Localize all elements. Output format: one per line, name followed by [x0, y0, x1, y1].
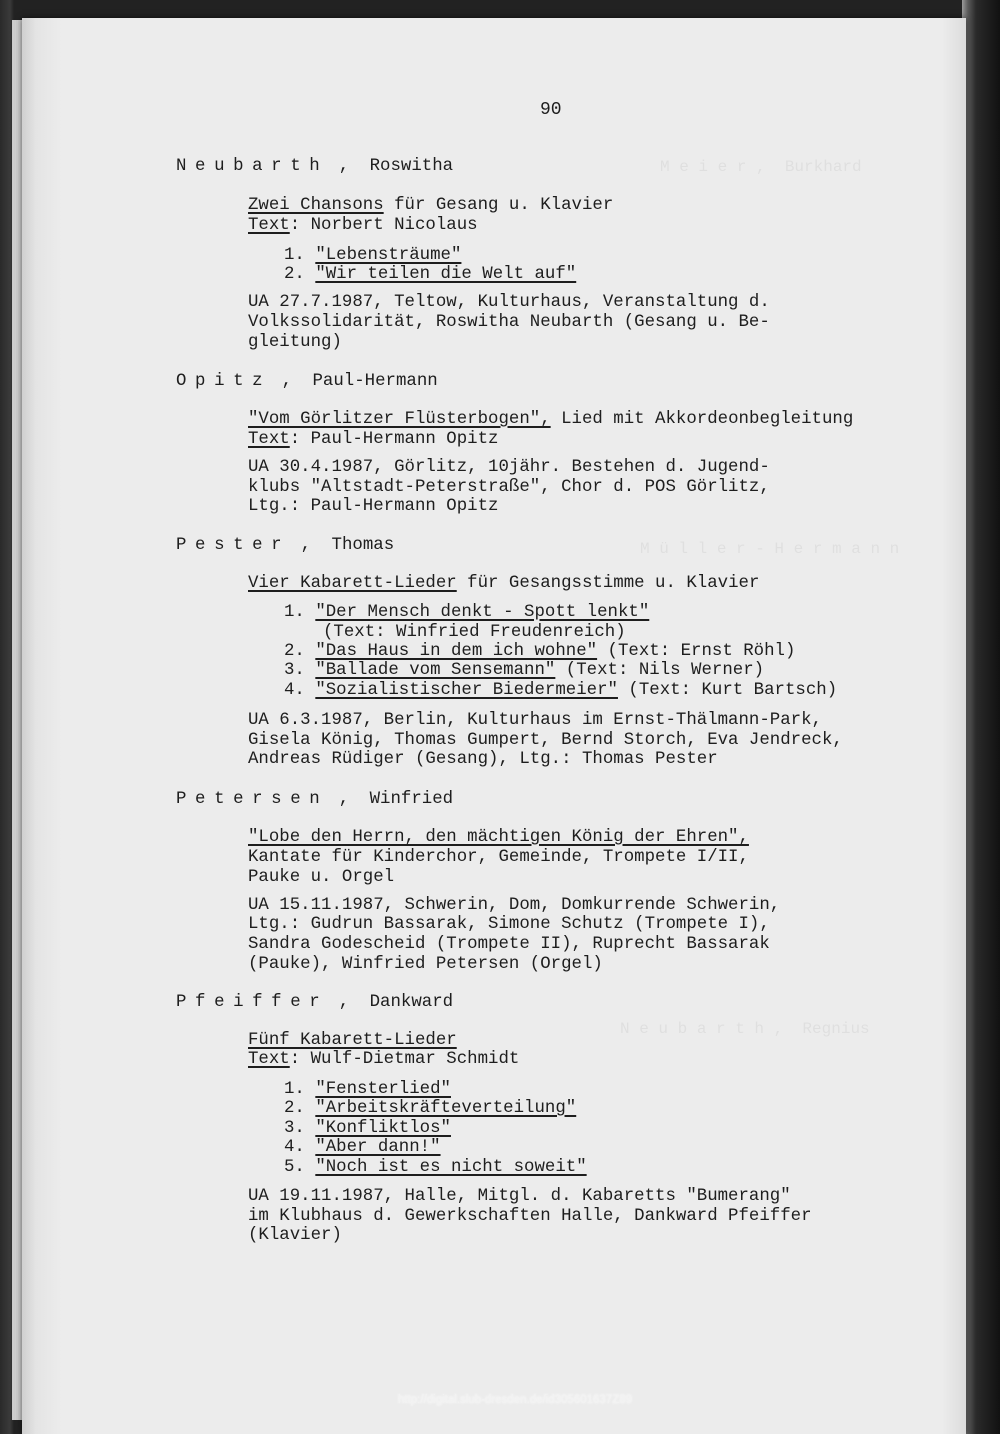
work-title-underlined: Vier Kabarett-Lieder: [248, 574, 457, 593]
work-title: [248, 574, 759, 594]
page-number: 90: [540, 100, 562, 120]
entry-heading-pester: Pester , Thomas: [176, 536, 395, 555]
text-label: Text: [248, 216, 290, 235]
work-title-rest: für Gesang u. Klavier: [383, 196, 614, 215]
text-author: : Wulf-Dietmar Schmidt: [289, 1050, 520, 1069]
text-label: Text: [248, 430, 290, 449]
composer-surname: Pester: [176, 536, 291, 555]
work-title: [248, 410, 853, 430]
premiere-line: Ltg.: Gudrun Bassarak, Simone Schutz (Trompete I),: [248, 915, 770, 934]
composer-firstname: Paul-Hermann: [312, 372, 438, 391]
source-url-watermark: http://digital.slub-dresden.de/id305601637Z89: [398, 1394, 633, 1406]
composer-surname: Petersen: [176, 790, 329, 809]
text-author: : Paul-Hermann Opitz: [289, 430, 499, 449]
entry-heading-opitz: Opitz , Paul-Hermann: [176, 372, 438, 391]
song-item: 1. "Der Mensch denkt - Spott lenkt": [284, 603, 650, 622]
premiere-line: gleitung): [248, 333, 342, 352]
composer-firstname: Winfried: [369, 790, 454, 809]
entry-heading-neubarth: Neubarth , Roswitha: [176, 157, 454, 176]
work-title: [248, 1031, 457, 1051]
song-item: 2. "Wir teilen die Welt auf": [284, 265, 577, 284]
song-item: 4. "Sozialistischer Biedermeier" (Text: Kurt Bartsch): [284, 681, 838, 700]
work-title: [248, 196, 613, 216]
song-title: "Fensterlied": [315, 1080, 451, 1099]
song-text-note: (Text: Kurt Bartsch): [617, 681, 838, 700]
text-credit: [248, 1050, 519, 1070]
premiere-line: UA 27.7.1987, Teltow, Kulturhaus, Veranstaltung d.: [248, 293, 770, 312]
song-title: "Arbeitskräfteverteilung": [315, 1099, 577, 1118]
show-through-text: M ü l l e r - H e r m a n n: [640, 540, 900, 558]
text-credit: [248, 430, 498, 450]
premiere-line: (Pauke), Winfried Petersen (Orgel): [248, 955, 603, 974]
song-text-note: (Text: Winfried Freudenreich): [323, 623, 626, 642]
song-title: "Ballade vom Sensemann": [315, 661, 556, 680]
song-text-note: (Text: Ernst Röhl): [597, 642, 796, 661]
premiere-line: im Klubhaus d. Gewerkschaften Halle, Dankward Pfeiffer: [248, 1207, 812, 1226]
song-title: "Wir teilen die Welt auf": [315, 265, 577, 284]
premiere-line: UA 30.4.1987, Görlitz, 10jähr. Bestehen d. Jugend-: [248, 458, 770, 477]
premiere-line: Sandra Godescheid (Trompete II), Ruprecht Bassarak: [248, 935, 770, 954]
text-credit: [248, 216, 478, 236]
work-title-underlined: Fünf Kabarett-Lieder: [248, 1031, 457, 1050]
song-item: 1. "Lebensträume": [284, 246, 462, 265]
song-item: 2. "Arbeitskräfteverteilung": [284, 1099, 577, 1118]
song-title: "Das Haus in dem ich wohne": [315, 642, 598, 661]
text-author: : Norbert Nicolaus: [289, 216, 478, 235]
song-title: "Konfliktlos": [315, 1119, 451, 1138]
work-title-rest: Lied mit Akkordeonbegleitung: [550, 410, 854, 429]
text-label: Text: [248, 1050, 290, 1069]
composer-surname: Opitz: [176, 372, 272, 391]
song-item: 4. "Aber dann!": [284, 1138, 441, 1157]
premiere-line: UA 6.3.1987, Berlin, Kulturhaus im Ernst-Thälmann-Park,: [248, 711, 822, 730]
work-title: [248, 828, 749, 848]
song-title: "Lebensträume": [315, 246, 462, 265]
premiere-line: Volkssolidarität, Roswitha Neubarth (Gesang u. Be-: [248, 313, 770, 332]
composer-firstname: Thomas: [331, 536, 395, 555]
song-item: 5. "Noch ist es nicht soweit": [284, 1158, 587, 1177]
premiere-line: Ltg.: Paul-Hermann Opitz: [248, 497, 499, 516]
show-through-text: N e u b a r t h , Regnius: [620, 1020, 870, 1038]
composer-surname: Neubarth: [176, 157, 329, 176]
work-title-underlined: "Vom Görlitzer Flüsterbogen",: [248, 410, 551, 429]
premiere-line: (Klavier): [248, 1226, 342, 1245]
composer-surname: Pfeiffer: [176, 993, 329, 1012]
premiere-line: klubs "Altstadt-Peterstraße", Chor d. POS Görlitz,: [248, 478, 770, 497]
premiere-line: Gisela König, Thomas Gumpert, Bernd Storch, Eva Jendreck,: [248, 731, 843, 750]
song-item: 3. "Ballade vom Sensemann" (Text: Nils Werner): [284, 661, 765, 680]
song-item: 3. "Konfliktlos": [284, 1119, 451, 1138]
work-title-line: Kantate für Kinderchor, Gemeinde, Trompete I/II,: [248, 848, 749, 867]
show-through-text: M e i e r , Burkhard: [660, 158, 862, 176]
song-text-note: (Text: Nils Werner): [555, 661, 765, 680]
song-title: "Aber dann!": [315, 1138, 441, 1157]
composer-firstname: Roswitha: [369, 157, 454, 176]
premiere-line: UA 15.11.1987, Schwerin, Dom, Domkurrende Schwerin,: [248, 896, 781, 915]
composer-firstname: Dankward: [369, 993, 454, 1012]
work-title-rest: für Gesangsstimme u. Klavier: [456, 574, 760, 593]
work-title-underlined: Zwei Chansons: [248, 196, 384, 215]
premiere-line: Andreas Rüdiger (Gesang), Ltg.: Thomas Pester: [248, 750, 718, 769]
entry-heading-pfeiffer: Pfeiffer , Dankward: [176, 993, 454, 1012]
song-title: "Sozialistischer Biedermeier": [315, 681, 618, 700]
work-title-underlined: "Lobe den Herrn, den mächtigen König der Ehren",: [248, 828, 749, 847]
premiere-line: UA 19.11.1987, Halle, Mitgl. d. Kabaretts "Bumerang": [248, 1187, 791, 1206]
song-item: 1. "Fensterlied": [284, 1080, 451, 1099]
work-title-line: Pauke u. Orgel: [248, 868, 395, 887]
song-title: "Noch ist es nicht soweit": [315, 1158, 587, 1177]
song-title: "Der Mensch denkt - Spott lenkt": [315, 603, 650, 622]
song-item: 2. "Das Haus in dem ich wohne" (Text: Ernst Röhl): [284, 642, 796, 661]
entry-heading-petersen: Petersen , Winfried: [176, 790, 454, 809]
book-binding: [962, 0, 1000, 1434]
